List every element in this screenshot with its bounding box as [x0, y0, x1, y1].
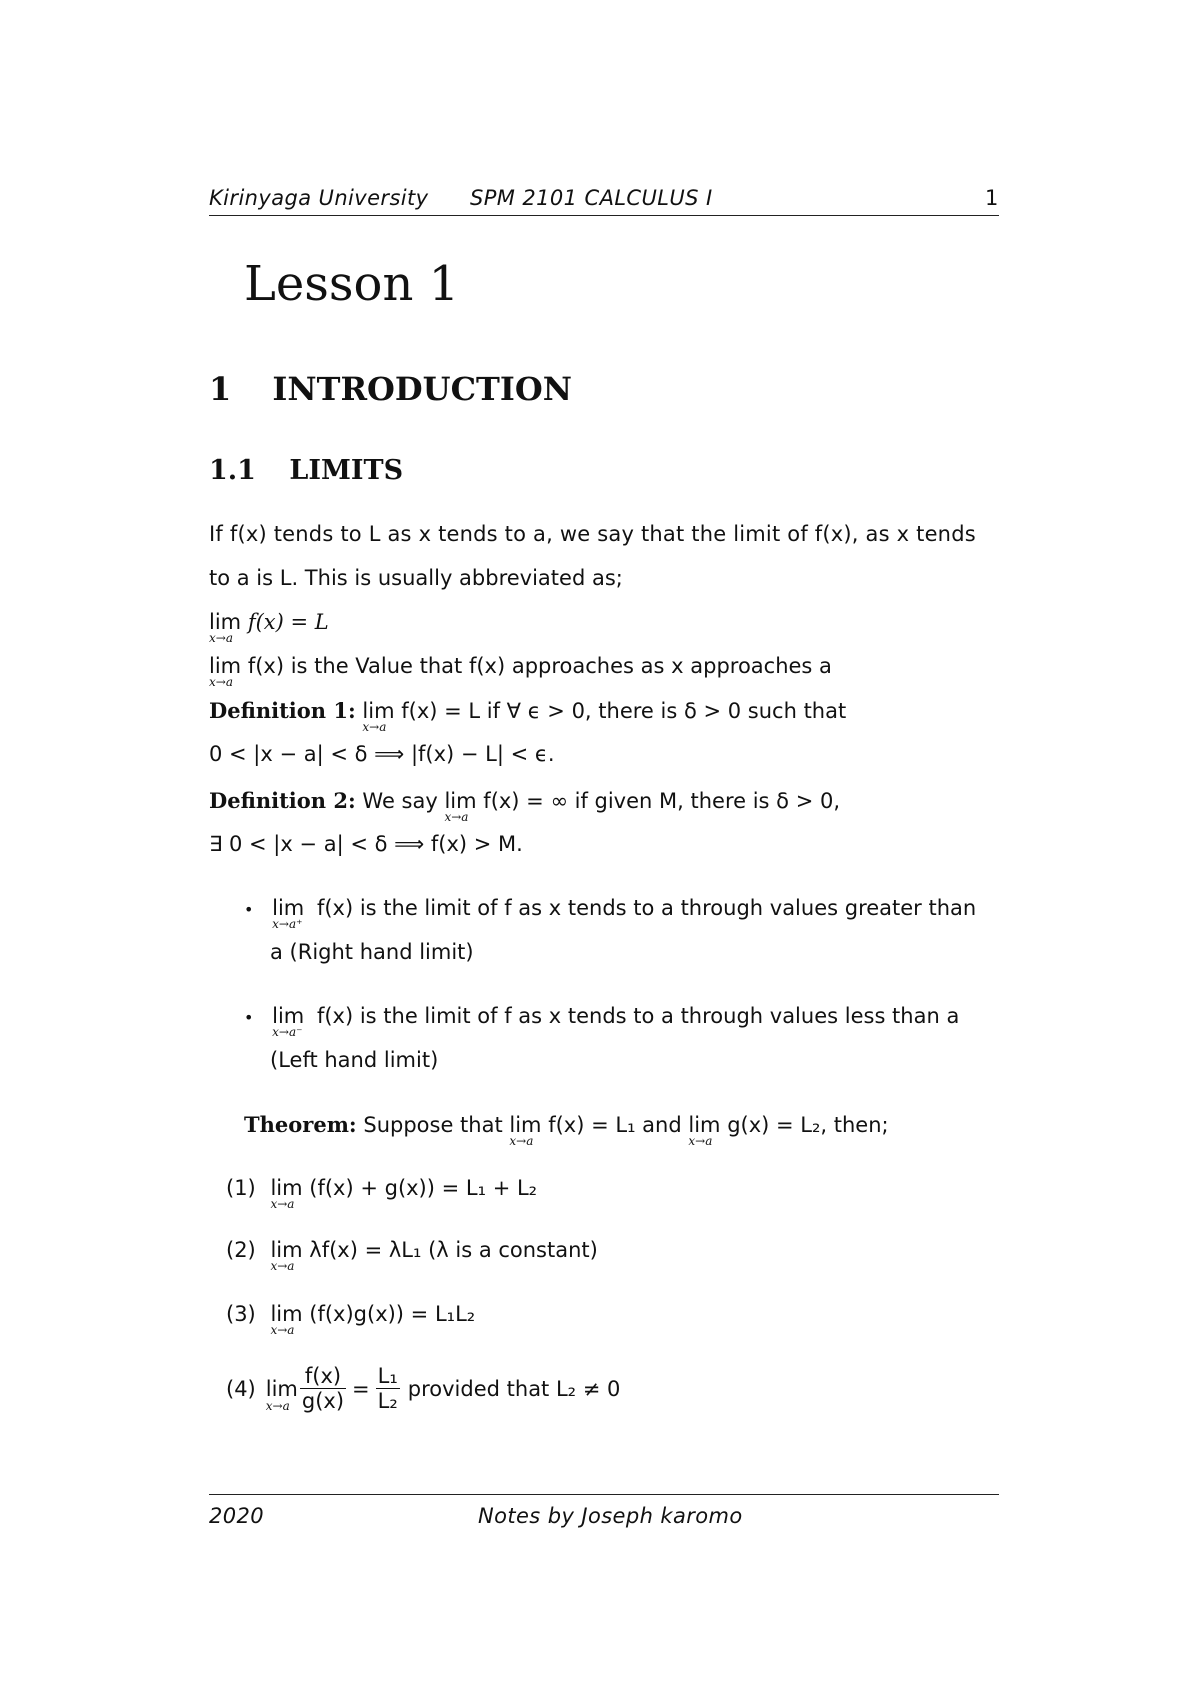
theorem: Theorem: Suppose that lim x→a f(x) = L₁ and lim x→a g(x) = L₂, then; — [244, 1112, 889, 1148]
lim-operator: lim x→a — [270, 1302, 303, 1337]
lim-operator: lim x→a — [209, 610, 242, 645]
section-number: 1 — [209, 370, 232, 408]
lim-operator: lim x→a — [444, 789, 477, 824]
list-item-continuation: (Left hand limit) — [270, 1048, 439, 1072]
theorem-rule-4: (4) lim x→a $\frac{f(x)}{g(x)}$ = $\frac{\text{L₁}}{\text{L₂}}$ provided that L₂ ≠ 0 — [226, 1364, 621, 1413]
lim-operator: lim x→a — [209, 654, 242, 689]
definition-2: Definition 2: We say lim x→a f(x) = ∞ if given M, there is δ > 0, — [209, 788, 840, 824]
lim-operator: lim x→a — [265, 1376, 298, 1413]
equation-limit-definition: lim x→a f(x) = L — [209, 610, 329, 645]
footer-rule — [209, 1494, 999, 1495]
intro-line-1: If f(x) tends to L as x tends to a, we say that the limit of f(x), as x tends — [209, 522, 976, 546]
subsection-heading — [209, 455, 403, 486]
header-rule — [209, 215, 999, 216]
equation-limit-value: lim x→a f(x) is the Value that f(x) approaches as x approaches a — [209, 654, 832, 689]
subsection-number: 1.1 — [209, 455, 256, 486]
lim-operator: lim x→a⁻ — [272, 1004, 305, 1039]
theorem-rule-2: (2) lim x→a λf(x) = λL₁ (λ is a constant) — [226, 1238, 598, 1273]
bullet-icon: • — [244, 1008, 254, 1027]
lesson-title: Lesson 1 — [244, 256, 460, 312]
definition-2-label: Definition 2: — [209, 788, 356, 813]
footer-year: 2020 — [209, 1504, 265, 1528]
bullet-icon: • — [244, 900, 254, 919]
header-page-number: 1 — [985, 186, 999, 210]
theorem-rule-3: (3) lim x→a (f(x)g(x)) = L₁L₂ — [226, 1302, 476, 1337]
theorem-label: Theorem: — [244, 1112, 357, 1137]
intro-line-2: to a is L. This is usually abbreviated as; — [209, 566, 623, 590]
list-item-continuation: a (Right hand limit) — [270, 940, 474, 964]
lim-operator: lim x→a — [270, 1176, 303, 1211]
list-item: • lim x→a⁻ f(x) is the limit of f as x tends to a through values less than a — [244, 1004, 960, 1039]
section-title: INTRODUCTION — [272, 370, 572, 408]
lim-operator: lim x→a⁺ — [272, 896, 305, 931]
lim-operator: lim x→a — [688, 1113, 721, 1148]
definition-1-line-2: 0 < |x − a| < δ ⟹ |f(x) − L| < ϵ. — [209, 742, 555, 766]
theorem-rule-1: (1) lim x→a (f(x) + g(x)) = L₁ + L₂ — [226, 1176, 538, 1211]
header-course: SPM 2101 CALCULUS I — [470, 186, 713, 210]
header-institution: Kirinyaga University — [209, 186, 429, 210]
section-heading — [209, 370, 572, 408]
lim-operator: lim x→a — [509, 1113, 542, 1148]
lim-operator: lim x→a — [362, 699, 395, 734]
fraction-lhs: $\frac{f(x)}{g(x)}$ — [301, 1364, 345, 1413]
definition-1: Definition 1: lim x→a f(x) = L if ∀ ϵ > 0, there is δ > 0 such that — [209, 698, 847, 734]
lim-operator: lim x→a — [270, 1238, 303, 1273]
subsection-title: LIMITS — [289, 455, 404, 486]
list-item: • lim x→a⁺ f(x) is the limit of f as x tends to a through values greater than — [244, 896, 977, 931]
footer-author: Notes by Joseph karomo — [478, 1504, 743, 1528]
fraction-rhs: $\frac{\text{L₁}}{\text{L₂}}$ — [377, 1364, 398, 1413]
definition-2-line-2: ∃ 0 < |x − a| < δ ⟹ f(x) > M. — [209, 832, 523, 856]
definition-1-label: Definition 1: — [209, 698, 356, 723]
